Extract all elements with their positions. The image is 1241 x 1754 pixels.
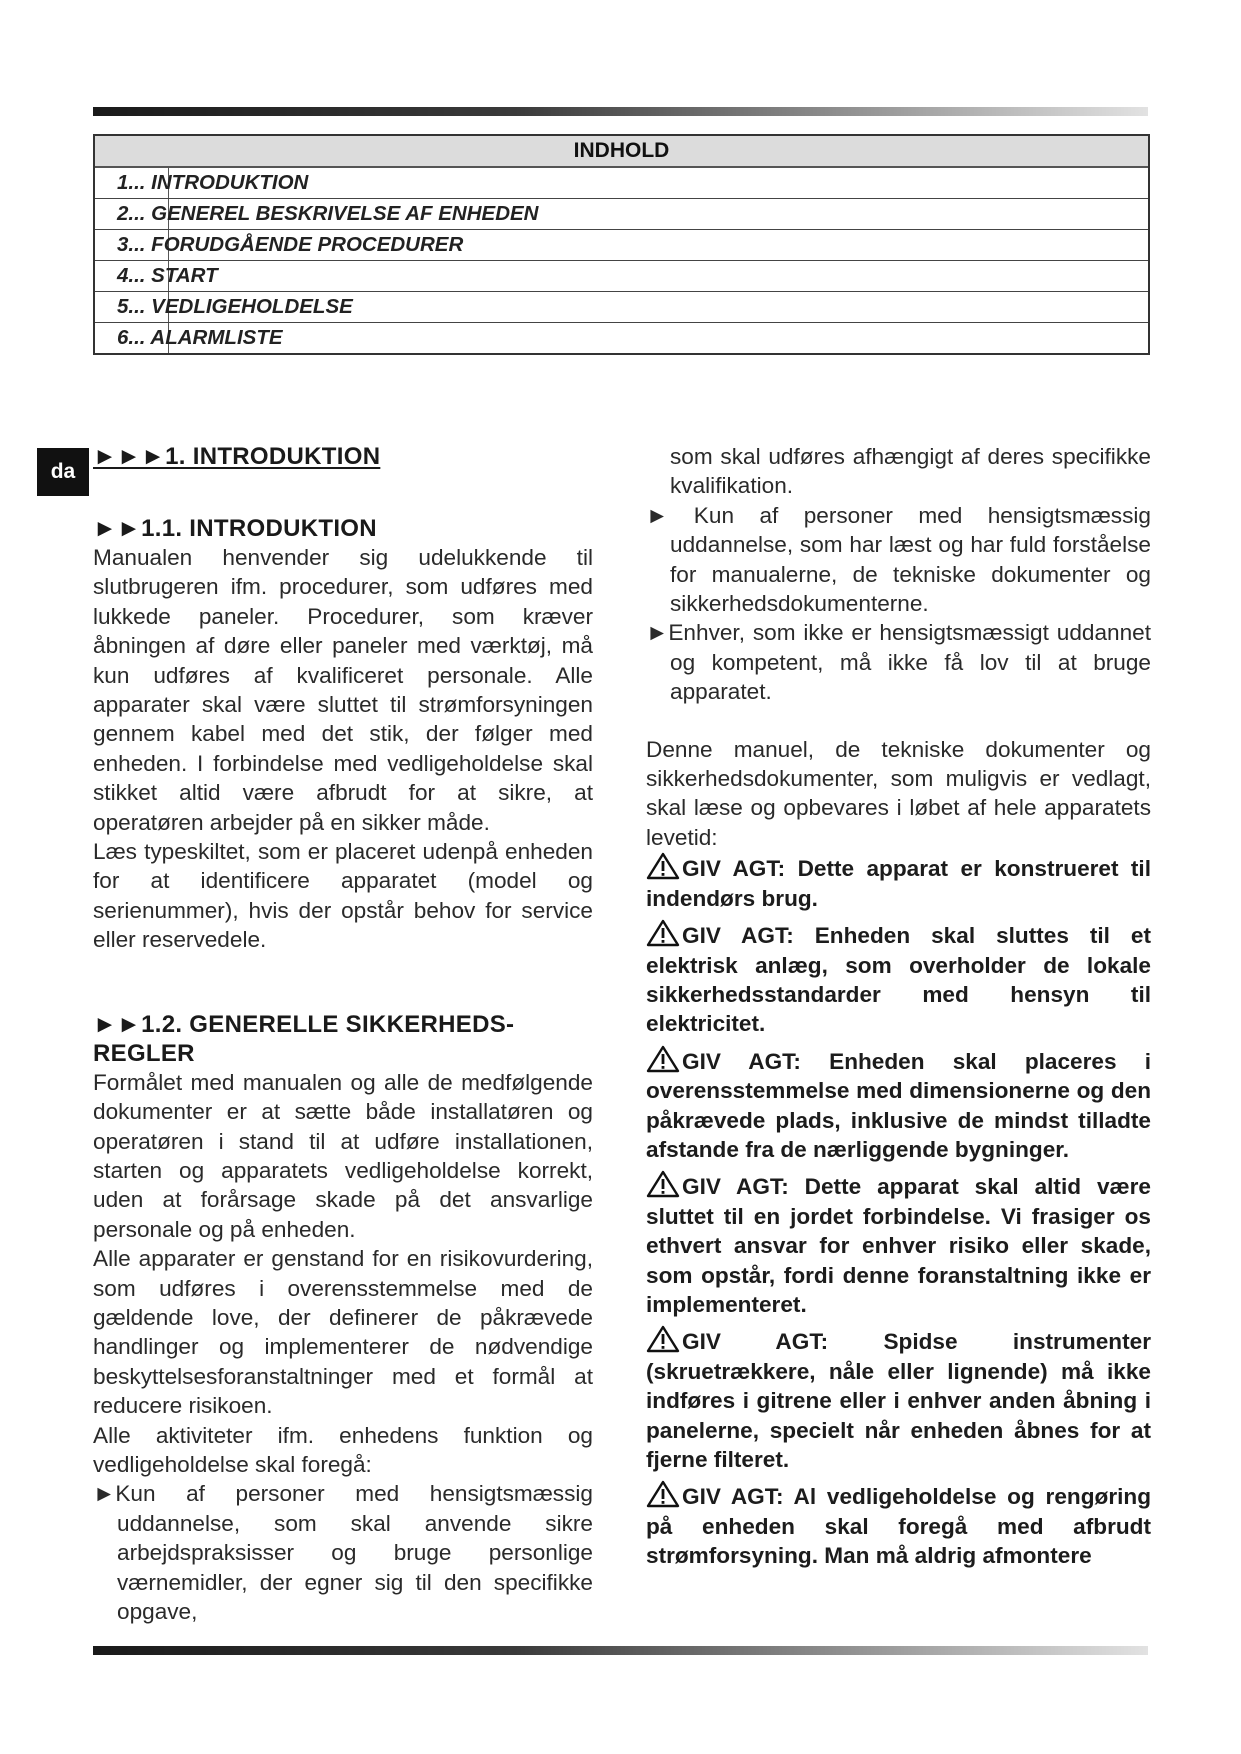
- warning-icon: [646, 1045, 680, 1073]
- warning-icon: [646, 919, 680, 947]
- warning-text: GIV AGT: Enheden skal sluttes til et elektrisk anlæg, som overholder de lokale sikkerhedsstandarder med hensyn til elektricitet.: [646, 923, 1151, 1037]
- subsection-1-1-title: ►►1.1. INTRODUKTION: [93, 515, 377, 542]
- bullet-not-competent: ►Enhver, som ikke er hensigtsmæssigt uddannet og kompetent, må ikke få lov til at bruge apparatet.: [646, 620, 1151, 705]
- subsection-1-2-title-line1: ►►1.2. GENERELLE SIKKERHEDS-: [93, 1010, 515, 1038]
- warning-text: GIV AGT: Spidse instrumenter (skruetrækkere, nåle eller lignende) må ikke indføres i gitrene eller i enhver anden åbning i panelerne, specielt når enheden åbnes for at fjerne filteret.: [646, 1329, 1151, 1472]
- warning-electrical: [646, 919, 1151, 1039]
- warning-text: GIV AGT: Dette apparat skal altid være sluttet til en jordet forbindelse. Vi frasiger os ethvert ansvar for enhver risiko eller skade, som opstår, fordi denne foranstaltning ikke er implementeret.: [646, 1174, 1151, 1317]
- subsection-1-2-title-line2: REGLER: [93, 1039, 195, 1067]
- toc-item-alarmliste[interactable]: 6... ALARMLISTE: [117, 326, 283, 349]
- toc-item-vedligeholdelse[interactable]: 5... VEDLIGEHOLDELSE: [95, 292, 1148, 323]
- section-title: ►►►1. INTRODUKTION: [93, 443, 381, 470]
- warning-icon: [646, 1325, 680, 1353]
- purpose-paragraph: Formålet med manualen og alle de medfølgende dokumenter er at sætte både installatøren og operatøren i stand til at udføre installationen, starten og apparatets vedligeholdelse korrekt, uden at forårsage skade på det ansvarlige personale og på enheden.: [93, 1069, 593, 1242]
- warning-text: GIV AGT: Enheden skal placeres i overensstemmelse med dimensionerne og den påkrævede plads, inklusive de mindst tilladte afstande fra de nærliggende bygninger.: [646, 1048, 1151, 1162]
- right-column: [646, 442, 1151, 1577]
- table-of-contents: [93, 134, 1150, 355]
- warning-indoor-use: [646, 852, 1151, 913]
- warning-icon: [646, 1170, 680, 1198]
- toc-title: INDHOLD: [95, 136, 1148, 168]
- warning-text: GIV AGT: Al vedligeholdelse og rengøring på enheden skal foregå med afbrudt strømforsyning. Man må aldrig afmontere: [646, 1484, 1151, 1569]
- intro-paragraph: Manualen henvender sig udelukkende til slutbrugeren ifm. procedurer, som udføres med lukkede paneler. Procedurer, som kræver åbningen af døre eller paneler med værktøj, må kun udføres af kvalificeret personale. Alle apparater skal være sluttet til strømforsyningen gennem kabel med det stik, der følger med enheden. I forbindelse med vedligeholdelse skal stikket altid være afbrudt for at sikre, at operatøren arbejder på en sikker måde.: [93, 545, 593, 835]
- toc-item-introduktion[interactable]: 1... INTRODUKTION: [95, 168, 1148, 199]
- toc-item-generel-beskrivelse[interactable]: 2... GENEREL BESKRIVELSE AF ENHEDEN: [95, 199, 1148, 230]
- bullet-continuation: som skal udføres afhængigt af deres specifikke kvalifikation.: [670, 444, 1151, 499]
- warning-text: GIV AGT: Dette apparat er konstrueret til indendørs brug.: [646, 856, 1151, 911]
- documents-paragraph: Denne manuel, de tekniske dokumenter og sikkerhedsdokumenter, som muligvis er vedlagt, skal læse og opbevares i løbet af hele apparatets levetid:: [646, 736, 1151, 850]
- warning-grounding: [646, 1170, 1151, 1319]
- warning-placement: [646, 1045, 1151, 1165]
- warning-maintenance: [646, 1480, 1151, 1570]
- bottom-divider-bar: [93, 1646, 1148, 1655]
- nameplate-paragraph: Læs typeskiltet, som er placeret udenpå enheden for at identificere apparatet (model og serienummer), hvis der opstår behov for service eller reservedele.: [93, 839, 593, 953]
- left-column: [93, 442, 593, 1626]
- toc-item-start[interactable]: 4... START: [95, 261, 1148, 292]
- toc-item-forudgaende-procedurer[interactable]: 3... FORUDGÅENDE PROCEDURER: [95, 230, 1148, 261]
- activities-paragraph: Alle aktiviteter ifm. enhedens funktion og vedligeholdelse skal foregå:: [93, 1422, 593, 1477]
- bullet-trained-persons: ►Kun af personer med hensigtsmæssig uddannelse, som skal anvende sikre arbejdspraksisser og bruge personlige værnemidler, der egner sig til den specifikke opgave,: [93, 1481, 593, 1624]
- warning-sharp-instruments: [646, 1325, 1151, 1474]
- language-tab: da: [37, 448, 89, 496]
- warning-icon: [646, 1480, 680, 1508]
- warning-icon: [646, 852, 680, 880]
- risk-paragraph: Alle apparater er genstand for en risikovurdering, som udføres i overensstemmelse med de gældende love, der definerer de påkrævede handlinger og implementerer de nødvendige beskyttelsesforanstaltninger med et formål at reducere risikoen.: [93, 1246, 593, 1419]
- bullet-read-manuals: ► Kun af personer med hensigtsmæssig uddannelse, som har læst og har fuld forståelse for manualerne, de tekniske dokumenter og sikkerhedsdokumenterne.: [646, 502, 1151, 617]
- top-divider-bar: [93, 107, 1148, 116]
